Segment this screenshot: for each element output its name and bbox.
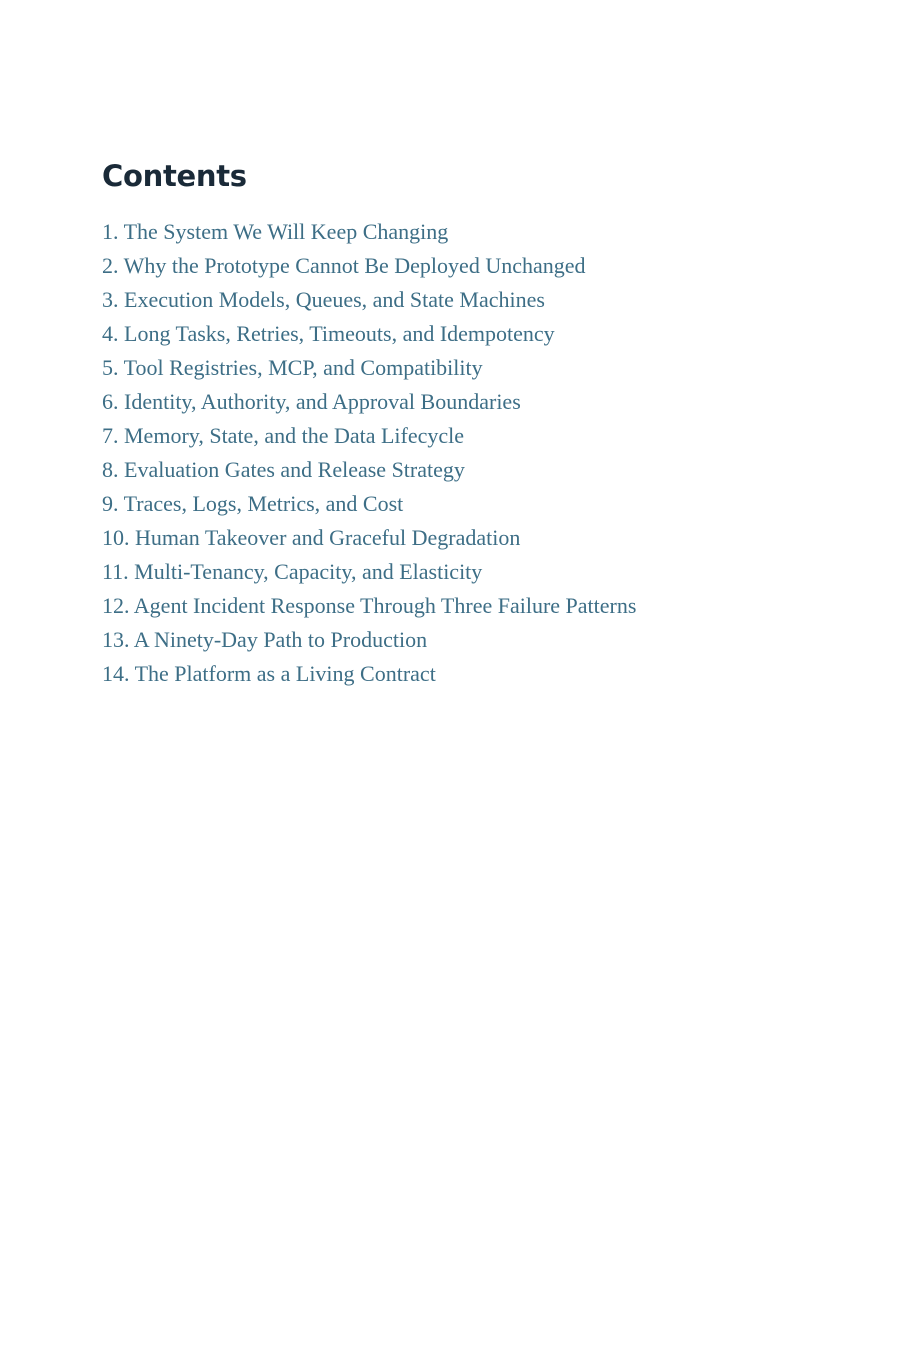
toc-link-chapter-1[interactable]: 1. The System We Will Keep Changing — [102, 219, 449, 244]
toc-item — [102, 589, 860, 623]
toc-link-chapter-7[interactable]: 7. Memory, State, and the Data Lifecycle — [102, 423, 465, 448]
toc-item — [102, 351, 860, 385]
toc-link-chapter-13[interactable]: 13. A Ninety-Day Path to Production — [102, 627, 428, 652]
toc-link-chapter-11[interactable]: 11. Multi-Tenancy, Capacity, and Elasticity — [102, 559, 483, 584]
toc-item — [102, 385, 860, 419]
toc-link-chapter-14[interactable]: 14. The Platform as a Living Contract — [102, 661, 436, 686]
toc-item — [102, 623, 860, 657]
toc-item — [102, 419, 860, 453]
toc-item — [102, 283, 860, 317]
toc-link-chapter-10[interactable]: 10. Human Takeover and Graceful Degradation — [102, 525, 521, 550]
toc-link-chapter-9[interactable]: 9. Traces, Logs, Metrics, and Cost — [102, 491, 404, 516]
toc-link-chapter-12[interactable]: 12. Agent Incident Response Through Three Failure Patterns — [102, 593, 637, 618]
toc-item — [102, 521, 860, 555]
toc-item — [102, 555, 860, 589]
toc-item — [102, 249, 860, 283]
toc-link-chapter-6[interactable]: 6. Identity, Authority, and Approval Boundaries — [102, 389, 521, 414]
toc-link-chapter-5[interactable]: 5. Tool Registries, MCP, and Compatibility — [102, 355, 483, 380]
toc-link-chapter-3[interactable]: 3. Execution Models, Queues, and State Machines — [102, 287, 545, 312]
toc-item — [102, 657, 860, 691]
page-title: Contents — [102, 159, 247, 193]
toc-link-chapter-4[interactable]: 4. Long Tasks, Retries, Timeouts, and Idempotency — [102, 321, 555, 346]
toc-link-chapter-2[interactable]: 2. Why the Prototype Cannot Be Deployed Unchanged — [102, 253, 586, 278]
table-of-contents — [102, 215, 860, 691]
contents-page — [102, 156, 860, 691]
toc-item — [102, 453, 860, 487]
toc-link-chapter-8[interactable]: 8. Evaluation Gates and Release Strategy — [102, 457, 465, 482]
toc-item — [102, 487, 860, 521]
toc-item — [102, 317, 860, 351]
toc-item — [102, 215, 860, 249]
